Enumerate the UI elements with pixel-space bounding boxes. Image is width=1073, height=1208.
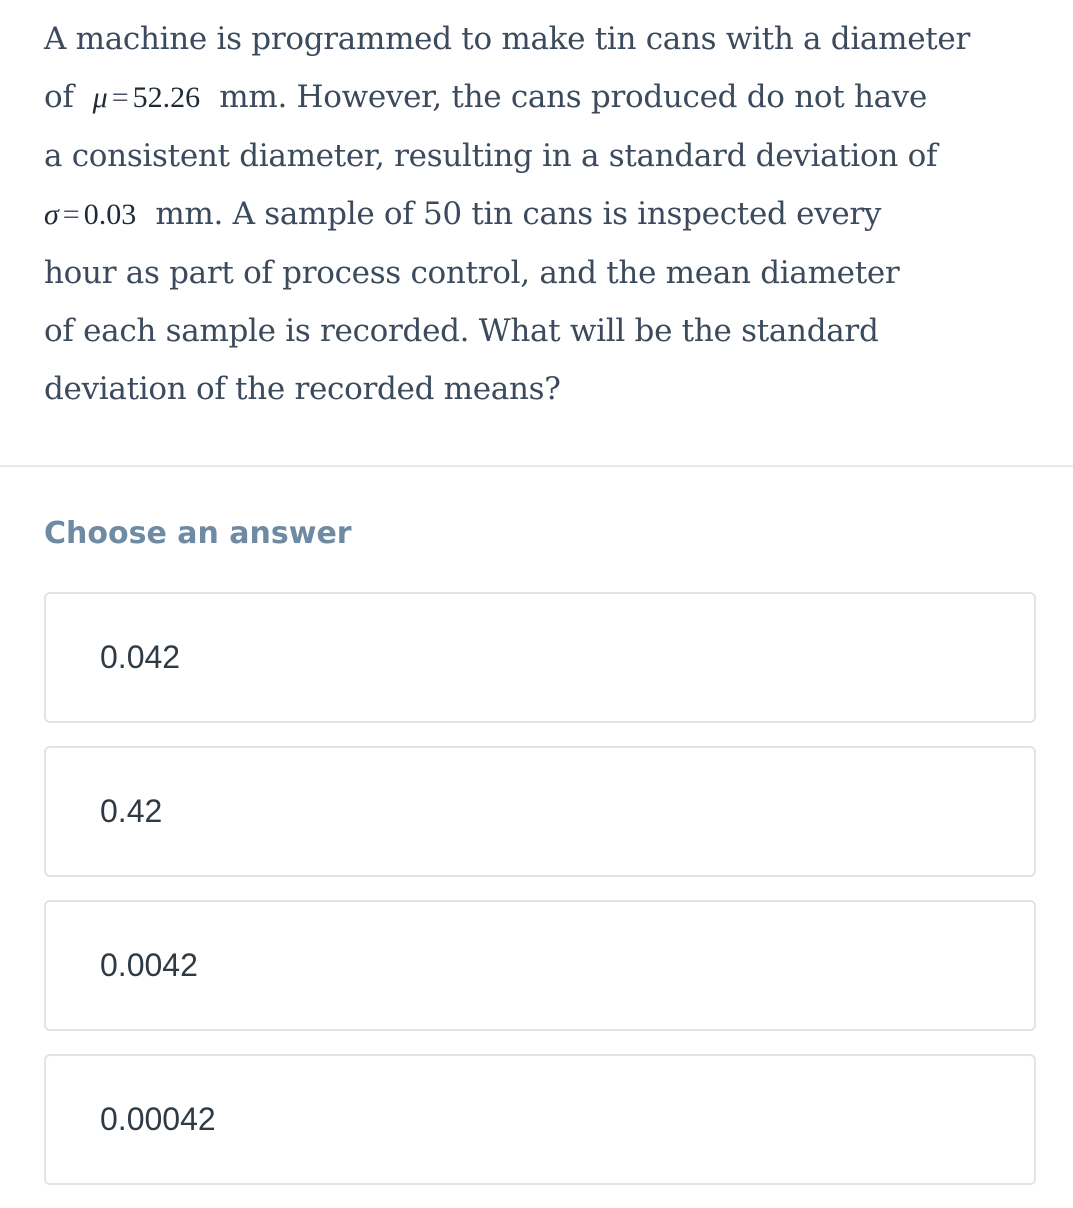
question-line: A machine is programmed to make tin cans with a diameter — [44, 21, 970, 57]
sigma-equation — [44, 198, 136, 231]
equals-sign: = — [111, 81, 129, 114]
answer-option-2[interactable] — [44, 746, 1036, 877]
question-line: deviation of the recorded means? — [44, 371, 561, 407]
question-line — [44, 185, 1044, 244]
question-text-fragment: of — [44, 79, 74, 115]
answer-options — [44, 592, 1036, 1208]
question-line: hour as part of process control, and the mean diameter — [44, 255, 900, 291]
sigma-value: 0.03 — [83, 198, 137, 231]
mu-symbol: μ — [92, 81, 108, 114]
divider — [0, 465, 1073, 467]
sigma-symbol: σ — [44, 198, 59, 231]
answer-option-label: 0.00042 — [100, 1101, 216, 1137]
question-text-fragment: mm. A sample of 50 tin cans is inspected every — [155, 196, 882, 232]
mu-equation — [93, 81, 200, 114]
question-text-fragment: mm. However, the cans produced do not have — [219, 79, 928, 115]
answer-option-3[interactable] — [44, 900, 1036, 1031]
question-text — [44, 10, 1044, 418]
answer-option-4[interactable] — [44, 1054, 1036, 1185]
answer-option-label: 0.0042 — [100, 947, 198, 983]
question-line: a consistent diameter, resulting in a standard deviation of — [44, 138, 938, 174]
choose-answer-heading: Choose an answer — [44, 516, 352, 551]
question-line — [44, 68, 1044, 127]
equals-sign: = — [62, 198, 80, 231]
answer-option-label: 0.42 — [100, 793, 163, 829]
question-line: of each sample is recorded. What will be the standard — [44, 313, 879, 349]
mu-value: 52.26 — [132, 81, 201, 114]
answer-option-label: 0.042 — [100, 639, 181, 675]
answer-option-1[interactable] — [44, 592, 1036, 723]
